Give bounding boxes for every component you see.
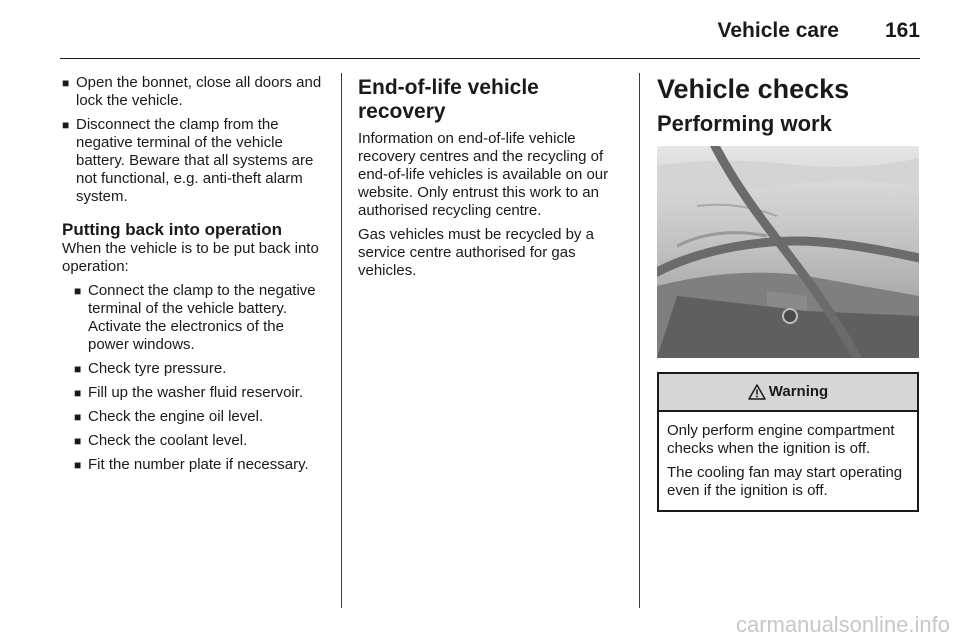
column-divider-2 xyxy=(639,73,640,608)
warning-text: Only perform engine compartment checks when the ignition is off. xyxy=(667,422,895,457)
intro-text: When the vehicle is to be put back into operation: xyxy=(62,240,319,275)
warning-body xyxy=(659,412,917,510)
watermark-text: carmanualsonline.info xyxy=(735,612,950,637)
column-1 xyxy=(62,74,328,480)
bullet-list-top xyxy=(62,74,328,206)
page-header xyxy=(60,14,920,48)
bullet-square-icon: ■ xyxy=(74,386,82,400)
page-number: 161 xyxy=(884,19,920,42)
list-item: ■ Check tyre pressure. xyxy=(74,360,227,377)
list-item: ■ Disconnect the clamp from the negative terminal of the vehicle battery. Beware that all systems are not functional, e.g. anti-theft alarm system. xyxy=(62,116,314,205)
column-3 xyxy=(657,74,919,512)
column-divider-1 xyxy=(341,73,342,608)
list-item: ■ Check the engine oil level. xyxy=(74,408,264,425)
bullet-square-icon: ■ xyxy=(74,410,82,424)
heading-vehicle-checks: Vehicle checks xyxy=(657,74,850,104)
engine-bonnet-photo xyxy=(657,146,919,358)
warning-text: The cooling fan may start operating even if the ignition is off. xyxy=(667,464,903,499)
bullet-square-icon: ■ xyxy=(74,284,82,298)
warning-header xyxy=(659,374,917,412)
warning-label: Warning xyxy=(768,383,829,400)
warning-triangle-icon xyxy=(748,384,766,400)
bullet-square-icon: ■ xyxy=(74,458,82,472)
warning-box xyxy=(657,372,919,512)
list-item: ■ Connect the clamp to the negative terminal of the vehicle battery. Activate the electronics of the power windows. xyxy=(74,282,316,353)
bullet-square-icon: ■ xyxy=(62,76,70,90)
column-2 xyxy=(358,74,626,286)
heading-putting-back: Putting back into operation xyxy=(62,220,283,239)
list-item: ■ Check the coolant level. xyxy=(74,432,248,449)
heading-performing-work: Performing work xyxy=(657,111,832,136)
bullet-square-icon: ■ xyxy=(74,434,82,448)
bullet-square-icon: ■ xyxy=(62,118,70,132)
header-rule xyxy=(60,58,920,59)
list-item: ■ Fill up the washer fluid reservoir. xyxy=(74,384,304,401)
bullet-square-icon: ■ xyxy=(74,362,82,376)
section-title: Vehicle care xyxy=(717,19,839,42)
heading-end-of-life: End-of-life vehicle recovery xyxy=(358,76,539,123)
paragraph: Information on end-of-life vehicle recovery centres and the recycling of end-of-life vehicles is available on our website. Only entrust this work to an authorised recycling centre. xyxy=(358,130,609,219)
bullet-list-bottom xyxy=(62,282,328,474)
list-item: ■ Open the bonnet, close all doors and lock the vehicle. xyxy=(62,74,322,109)
paragraph: Gas vehicles must be recycled by a service centre authorised for gas vehicles. xyxy=(358,226,594,279)
list-item: ■ Fit the number plate if necessary. xyxy=(74,456,309,473)
